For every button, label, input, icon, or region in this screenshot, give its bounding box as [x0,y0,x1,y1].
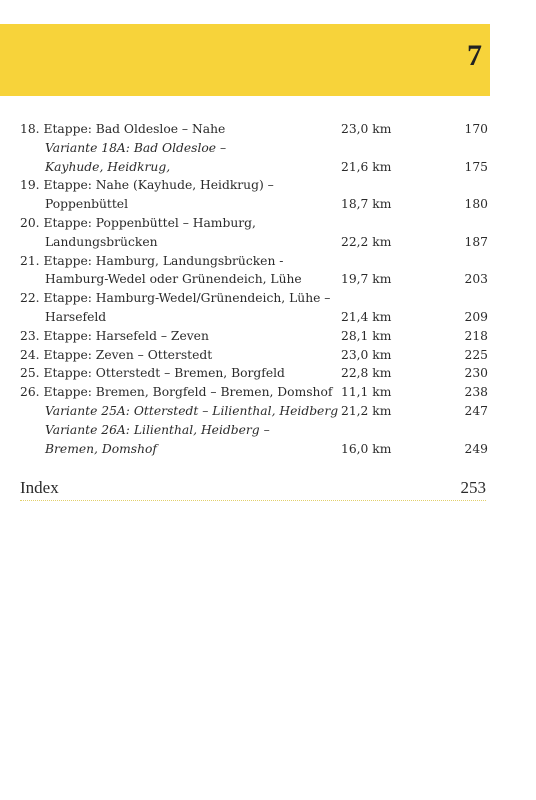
toc-entry[interactable] [20,252,488,271]
toc-entry-title: Variante 18A: Bad Oldesloe – [45,140,227,155]
toc-entry-title: Harsefeld [45,309,107,324]
toc-entry[interactable] [20,308,488,327]
table-of-contents [20,120,488,458]
index-page-number: 253 [460,478,486,497]
toc-entry-distance: 22,2 km [341,234,392,249]
toc-entry-distance: 21,4 km [341,309,392,324]
toc-entry-distance: 18,7 km [341,197,392,212]
toc-entry[interactable] [20,158,488,177]
toc-entry-distance: 21,2 km [341,403,392,418]
toc-entry-distance: 28,1 km [341,328,392,343]
toc-entry-page: 218 [464,328,488,343]
toc-entry-page: 170 [464,122,488,136]
toc-entry-title: 25. Etappe: Otterstedt – Bremen, Borgfeld [20,366,285,381]
toc-entry-page: 203 [464,272,488,287]
toc-entry-page: 187 [464,234,488,249]
toc-entry-page: 249 [464,441,488,456]
toc-entry-title: 18. Etappe: Bad Oldesloe – Nahe [20,122,226,136]
toc-entry[interactable] [20,214,488,233]
toc-entry-page: 180 [464,197,488,212]
toc-entry-page: 225 [464,347,488,362]
toc-entry-page: 209 [464,309,488,324]
toc-entry[interactable] [20,289,488,308]
index-entry[interactable] [20,478,486,501]
toc-entry-page: 247 [464,403,488,418]
toc-entry-title: 21. Etappe: Hamburg, Landungsbrücken - [20,253,284,268]
toc-entry[interactable] [20,195,488,214]
toc-entry-title: Variante 25A: Otterstedt – Lilienthal, Heidberg [45,403,339,418]
toc-entry-title: Kayhude, Heidkrug, [45,159,171,174]
index-label: Index [20,478,59,497]
toc-entry-title: Bremen, Domshof [45,441,157,456]
toc-entry[interactable] [20,327,488,346]
toc-entry-title: Variante 26A: Lilienthal, Heidberg – [45,422,270,437]
page-number: 7 [467,39,482,72]
toc-entry-page: 230 [464,366,488,381]
toc-entry[interactable] [20,139,488,158]
toc-entry-distance: 11,1 km [341,385,392,400]
toc-entry-page: 175 [464,159,488,174]
toc-entry-title: Landungsbrücken [45,234,158,249]
toc-entry-title: 24. Etappe: Zeven – Otterstedt [20,347,213,362]
toc-entry[interactable] [20,364,488,383]
toc-entry-title: 19. Etappe: Nahe (Kayhude, Heidkrug) – [20,178,274,193]
toc-entry[interactable] [20,402,488,421]
toc-entry[interactable] [20,120,488,139]
toc-entry-distance: 19,7 km [341,272,392,287]
toc-entry-title: 20. Etappe: Poppenbüttel – Hamburg, [20,215,256,230]
toc-entry[interactable] [20,346,488,365]
toc-entry-distance: 16,0 km [341,441,392,456]
toc-entry-title: 23. Etappe: Harsefeld – Zeven [20,328,209,343]
toc-entry-title: Poppenbüttel [45,197,129,212]
header-band [0,24,490,96]
toc-entry[interactable] [20,233,488,252]
toc-entry[interactable] [20,421,488,440]
toc-entry[interactable] [20,270,488,289]
toc-entry-distance: 21,6 km [341,159,392,174]
toc-entry-page: 238 [464,385,488,400]
toc-entry[interactable] [20,383,488,402]
toc-entry-distance: 23,0 km [341,122,392,136]
toc-entry-title: 22. Etappe: Hamburg-Wedel/Grünendeich, Lühe – [20,291,331,306]
toc-entry[interactable] [20,440,488,459]
toc-entry[interactable] [20,176,488,195]
toc-entry-title: Hamburg-Wedel oder Grünendeich, Lühe [45,272,302,287]
toc-entry-distance: 22,8 km [341,366,392,381]
toc-entry-distance: 23,0 km [341,347,392,362]
toc-entry-title: 26. Etappe: Bremen, Borgfeld – Bremen, Domshof [20,385,333,400]
